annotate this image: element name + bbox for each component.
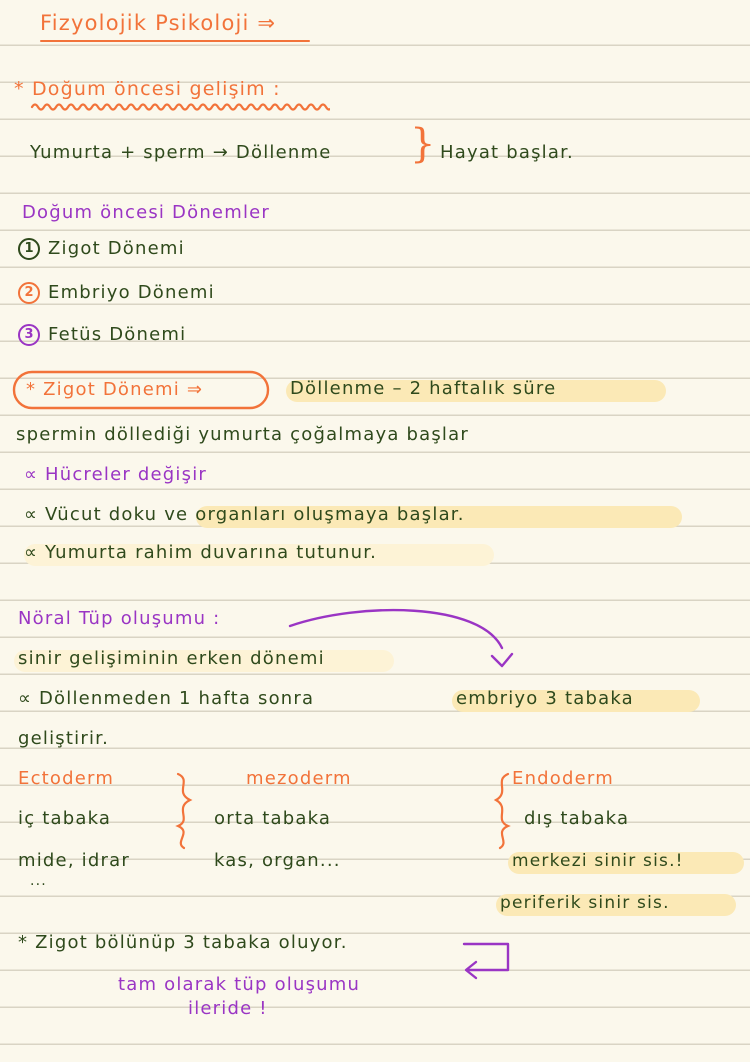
section-heading-prenatal: * Doğum öncesi gelişim : bbox=[14, 78, 281, 100]
zigot-bullet-1: ∝ Hücreler değişir bbox=[24, 464, 208, 485]
title-underline bbox=[40, 40, 310, 42]
curly-brace: } bbox=[410, 121, 436, 167]
zigot-heading: * Zigot Dönemi ⇒ bbox=[26, 379, 204, 400]
neural-tube-line-3: geliştirir. bbox=[18, 728, 110, 749]
mezoderm-organs: kas, organ... bbox=[214, 850, 341, 871]
number-circle-1: 1 bbox=[18, 238, 40, 260]
endoderm-label: Endoderm bbox=[512, 768, 614, 789]
fertilization-line: Yumurta + sperm → Döllenme bbox=[30, 142, 332, 163]
neural-tube-heading: Nöral Tüp oluşumu : bbox=[18, 608, 221, 629]
page-title: Fizyolojik Psikoloji ⇒ bbox=[40, 11, 277, 35]
ectoderm-more: ... bbox=[30, 873, 47, 889]
ectoderm-desc: iç tabaka bbox=[18, 808, 112, 829]
endoderm-organs-1: merkezi sinir sis.! bbox=[512, 851, 684, 871]
endoderm-organs-2: periferik sinir sis. bbox=[500, 893, 670, 913]
footer-line-1: * Zigot bölünüp 3 tabaka oluyor. bbox=[18, 932, 348, 953]
zigot-bullet-2: ∝ Vücut doku ve organları oluşmaya başlar. bbox=[24, 504, 465, 525]
period-item-embryo: Embriyo Dönemi bbox=[48, 282, 215, 303]
period-item-fetus: Fetüs Dönemi bbox=[48, 324, 187, 345]
mezoderm-label: mezoderm bbox=[246, 768, 352, 789]
mezoderm-desc: orta tabaka bbox=[214, 808, 332, 829]
heading-wavy-underline bbox=[30, 102, 330, 112]
number-circle-3: 3 bbox=[18, 324, 40, 346]
ectoderm-organs: mide, idrar bbox=[18, 850, 130, 871]
footer-line-2: tam olarak tüp oluşumu bbox=[118, 974, 361, 995]
neural-tube-line-2a: ∝ Döllenmeden 1 hafta sonra bbox=[18, 688, 315, 709]
ectoderm-label: Ectoderm bbox=[18, 768, 115, 789]
zigot-bullet-3: ∝ Yumurta rahim duvarına tutunur. bbox=[24, 542, 378, 563]
number-circle-2: 2 bbox=[18, 282, 40, 304]
return-arrow bbox=[454, 940, 534, 980]
footer-line-3: ileride ! bbox=[188, 998, 268, 1019]
neural-tube-line-2b: embriyo 3 tabaka bbox=[456, 688, 634, 709]
endoderm-desc: dış tabaka bbox=[524, 808, 630, 829]
periods-heading: Doğum öncesi Dönemler bbox=[22, 202, 271, 223]
zigot-duration: Döllenme – 2 haftalık süre bbox=[290, 378, 557, 399]
neural-tube-line-1: sinir gelişiminin erken dönemi bbox=[18, 648, 325, 669]
life-begins-text: Hayat başlar. bbox=[440, 142, 574, 163]
zigot-description: spermin döllediği yumurta çoğalmaya başlar bbox=[16, 424, 469, 445]
left-brace bbox=[170, 770, 200, 850]
right-brace bbox=[486, 770, 516, 850]
period-item-zigot: Zigot Dönemi bbox=[48, 238, 185, 259]
